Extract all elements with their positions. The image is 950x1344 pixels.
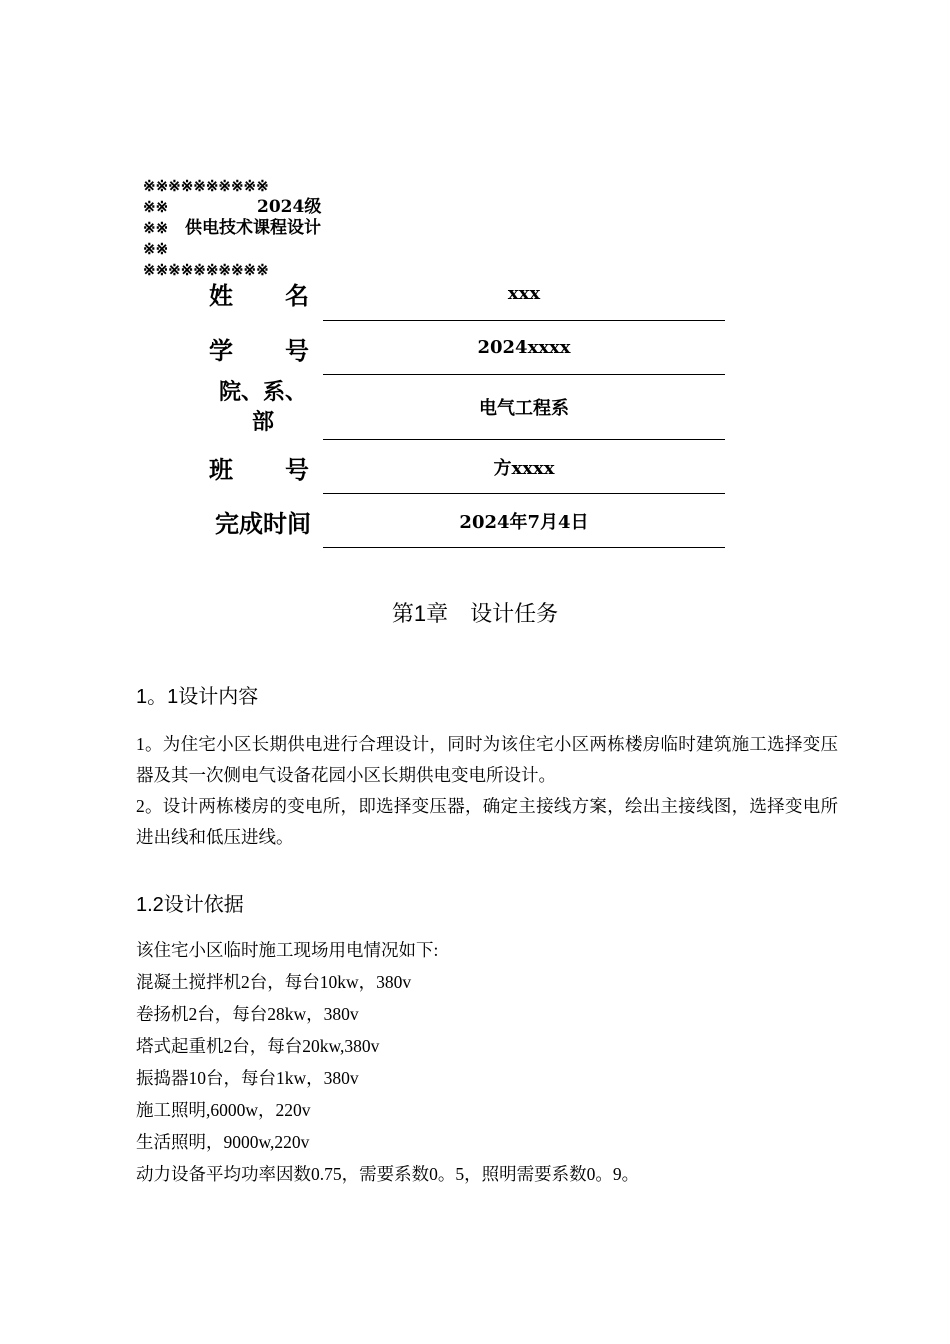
chapter-title: 第1章 设计任务 bbox=[391, 601, 559, 626]
info-value-completion-date: 2024年7月4日 bbox=[323, 494, 725, 548]
grade-text: 2024级 bbox=[257, 197, 322, 217]
info-value-department: 电气工程系 bbox=[323, 375, 725, 440]
info-row-department bbox=[203, 375, 725, 440]
paragraph: 1。为住宅小区长期供电进行合理设计，同时为该住宅小区两栋楼房临时建筑施工选择变压器及其一次侧电气设备花园小区长期供电变电所设计。 bbox=[136, 734, 838, 785]
list-item: 该住宅小区临时施工现场用电情况如下: bbox=[136, 940, 439, 960]
course-title: 供电技术课程设计 bbox=[185, 218, 321, 238]
info-row-completion-date bbox=[203, 494, 725, 548]
info-label-student-id: 学 号 bbox=[209, 336, 309, 365]
list-item: 生活照明，9000w,220v bbox=[136, 1132, 310, 1152]
list-item: 动力设备平均功率因数0.75，需要系数0。5，照明需要系数0。9。 bbox=[136, 1164, 640, 1184]
star-row-top: ※※※※※※※※※※ bbox=[143, 177, 269, 195]
star-row-blank: ※※ bbox=[143, 240, 169, 258]
section-heading-design-content: 1。1设计内容 bbox=[136, 686, 259, 708]
student-info-table bbox=[203, 266, 725, 548]
info-row-student-id bbox=[203, 321, 725, 375]
section-heading-design-basis: 1.2设计依据 bbox=[136, 894, 244, 916]
star-row-course: ※※ 供电技术课程设计 bbox=[143, 218, 321, 238]
list-item: 卷扬机2台，每台28kw，380v bbox=[136, 1004, 359, 1024]
star-row-bottom: ※※※※※※※※※※ bbox=[143, 261, 269, 279]
design-content-paragraphs bbox=[136, 729, 838, 853]
info-value-student-id: 2024xxxx bbox=[323, 321, 725, 375]
list-item: 振捣器10台，每台1kw，380v bbox=[136, 1068, 359, 1088]
info-value-class: 方xxxx bbox=[323, 440, 725, 494]
info-label-completion-date: 完成时间 bbox=[215, 509, 311, 538]
info-label-department: 院、系、 部 bbox=[218, 379, 307, 435]
list-item: 塔式起重机2台，每台20kw,380v bbox=[136, 1036, 380, 1056]
list-item: 施工照明,6000w，220v bbox=[136, 1100, 311, 1120]
info-label-name: 姓 名 bbox=[209, 282, 309, 310]
info-row-name bbox=[203, 266, 725, 321]
info-row-class bbox=[203, 440, 725, 494]
info-label-class: 班 号 bbox=[209, 455, 309, 484]
star-row-grade: ※※ 2024级 bbox=[143, 197, 322, 217]
list-item: 混凝土搅拌机2台，每台10kw，380v bbox=[136, 972, 412, 992]
paragraph: 2。设计两栋楼房的变电所，即选择变压器，确定主接线方案，绘出主接线图，选择变电所进出线和低压进线。 bbox=[136, 796, 838, 847]
design-basis-list bbox=[136, 934, 639, 1190]
info-value-name: xxx bbox=[323, 266, 725, 321]
